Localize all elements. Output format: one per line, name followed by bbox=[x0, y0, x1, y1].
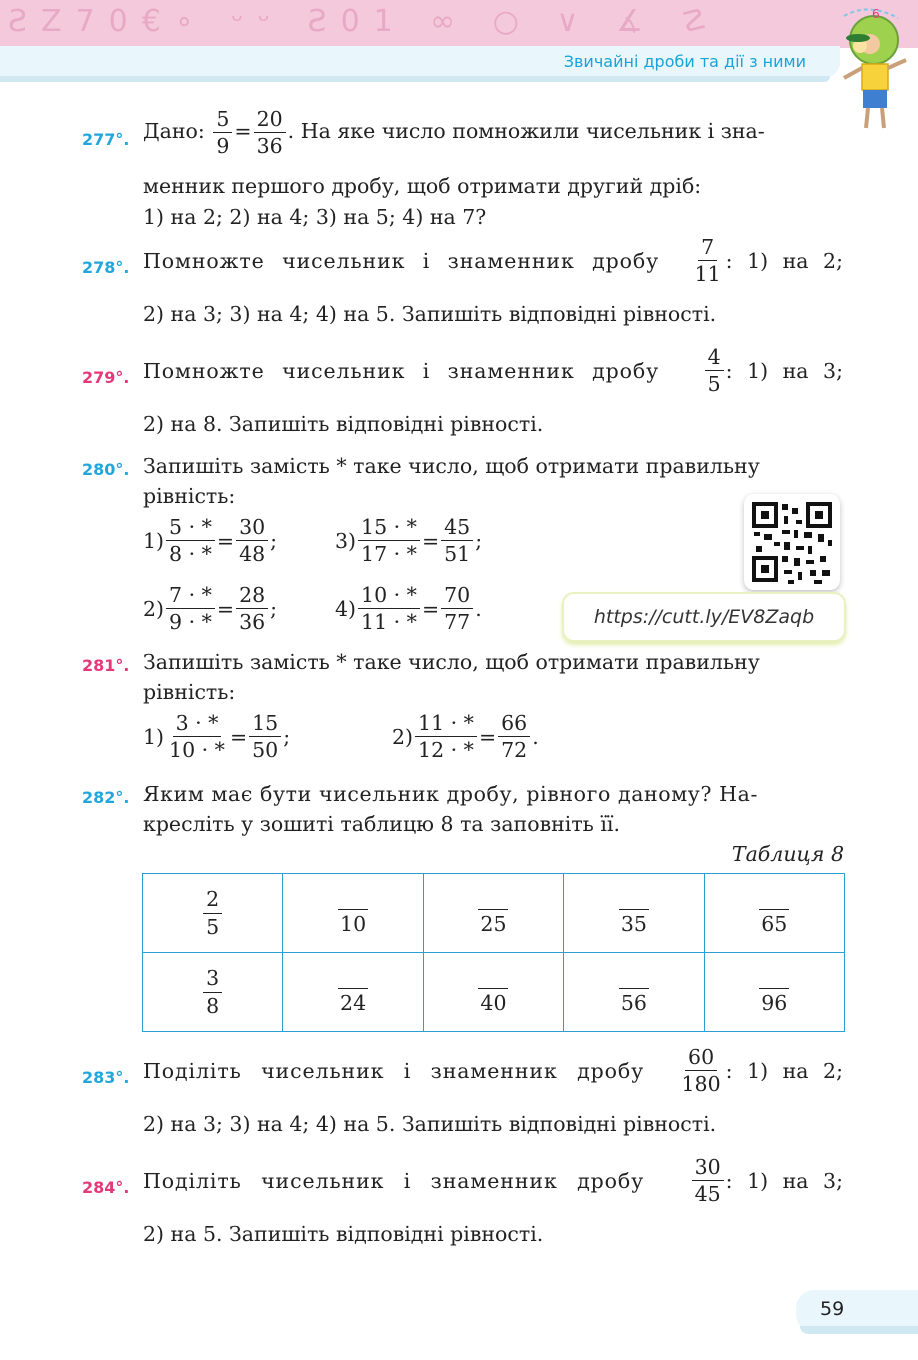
header-strip-shadow bbox=[0, 76, 830, 82]
resource-link[interactable]: https://cutt.ly/EV8Zaqb bbox=[562, 592, 846, 642]
fraction: $\frac{7 \cdot *}{9 \cdot *}$ bbox=[166, 584, 215, 633]
mascot-boy-illustration bbox=[828, 2, 914, 132]
fraction: $\frac{60}{180}$ bbox=[681, 1045, 721, 1097]
task-284-text1: Поділіть чисельник і знаменник дробу bbox=[143, 1168, 645, 1193]
fraction: $\frac{5}{9}$ bbox=[213, 108, 232, 157]
fraction: $\frac{20}{36}$ bbox=[254, 108, 286, 157]
task-281-item-1: 1) $\frac{3 \cdot *}{10 \cdot *}$ = $\frac{15}{50}$ ; bbox=[143, 711, 291, 763]
table-8 bbox=[142, 873, 845, 1032]
table-caption: Таблиця 8 bbox=[731, 842, 844, 866]
fraction: $\frac{5 \cdot *}{8 \cdot *}$ bbox=[166, 516, 215, 565]
task-277-text1: . На яке число помножили чисельник і зна- bbox=[287, 119, 765, 144]
equals-sign: = bbox=[234, 119, 252, 144]
task-278-line2: 2) на 3; 3) на 4; 4) на 5. Запишіть відповідні рівності. bbox=[143, 302, 717, 326]
table-cell bbox=[283, 953, 423, 1032]
task-number-280: 280°. bbox=[82, 460, 130, 479]
fraction: $\frac{7}{11}$ bbox=[694, 235, 721, 287]
table-cell bbox=[423, 953, 563, 1032]
blank-fraction: 65 bbox=[759, 895, 789, 936]
task-number-281: 281°. bbox=[82, 656, 130, 675]
fraction: $\frac{3}{8}$ bbox=[203, 967, 222, 1016]
header-decor-band bbox=[0, 0, 918, 48]
blank-fraction: 56 bbox=[619, 974, 649, 1015]
task-277-line3: 1) на 2; 2) на 4; 3) на 5; 4) на 7? bbox=[143, 205, 487, 229]
task-281-item-2: 2) $\frac{11 \cdot *}{12 \cdot *}$ = $\frac{66}{72}$ . bbox=[392, 711, 539, 763]
fraction: $\frac{45}{51}$ bbox=[441, 516, 473, 565]
task-number-277: 277°. bbox=[82, 130, 130, 149]
fraction: $\frac{28}{36}$ bbox=[236, 584, 268, 633]
section-title: Звичайні дроби та дії з ними bbox=[563, 52, 806, 71]
fraction: $\frac{30}{48}$ bbox=[236, 516, 268, 565]
page-number-tab-shadow bbox=[800, 1326, 918, 1334]
blank-fraction: 96 bbox=[759, 974, 789, 1015]
task-279-text1: Помножте чисельник і знаменник дробу bbox=[143, 358, 660, 383]
task-278-text1: Помножте чисельник і знаменник дробу bbox=[143, 248, 660, 273]
qr-code-icon bbox=[744, 494, 840, 590]
task-284-line1: Поділіть чисельник і знаменник дробу $\frac{30}{45}$ : 1) на 3; bbox=[143, 1155, 843, 1207]
task-277-line2: менник першого дробу, щоб отримати другий дріб: bbox=[143, 174, 702, 198]
table-cell bbox=[704, 874, 844, 953]
task-280-item-1: 1) $\frac{5 \cdot *}{8 \cdot *}$ = $\frac{30}{48}$ ; bbox=[143, 515, 278, 567]
fraction: $\frac{3 \cdot *}{10 \cdot *}$ bbox=[169, 711, 225, 763]
table-row bbox=[143, 953, 845, 1032]
task-284-line2: 2) на 5. Запишіть відповідні рівності. bbox=[143, 1222, 544, 1246]
mascot-badge: 6 bbox=[872, 7, 880, 21]
task-280-line2: рівність: bbox=[143, 484, 236, 508]
task-number-282: 282°. bbox=[82, 788, 130, 807]
task-number-278: 278°. bbox=[82, 258, 130, 277]
table-cell bbox=[143, 874, 283, 953]
task-282-line2: кресліть у зошиті таблицю 8 та заповніть її. bbox=[143, 812, 620, 836]
blank-fraction: 25 bbox=[478, 895, 508, 936]
task-283-text1: Поділіть чисельник і знаменник дробу bbox=[143, 1058, 645, 1083]
table-cell bbox=[564, 874, 704, 953]
task-279-line1: Помножте чисельник і знаменник дробу $\frac{4}{5}$ : 1) на 3; bbox=[143, 345, 843, 397]
task-281-line1: Запишіть замість * таке число, щоб отримати правильну bbox=[143, 650, 760, 674]
task-number-284: 284°. bbox=[82, 1178, 130, 1197]
table-cell bbox=[564, 953, 704, 1032]
fraction: $\frac{4}{5}$ bbox=[705, 346, 724, 395]
task-number-279: 279°. bbox=[82, 368, 130, 387]
task-283-line2: 2) на 3; 3) на 4; 4) на 5. Запишіть відповідні рівності. bbox=[143, 1112, 717, 1136]
fraction: $\frac{66}{72}$ bbox=[498, 712, 530, 761]
fraction: $\frac{11 \cdot *}{12 \cdot *}$ bbox=[415, 712, 477, 761]
fraction: $\frac{15 \cdot *}{17 \cdot *}$ bbox=[358, 516, 420, 565]
qr-code[interactable] bbox=[744, 494, 840, 590]
task-280-item-2: 2) $\frac{7 \cdot *}{9 \cdot *}$ = $\frac{28}{36}$ ; bbox=[143, 583, 278, 635]
task-280-line1: Запишіть замість * таке число, щоб отримати правильну bbox=[143, 454, 760, 478]
task-280-item-3: 3) $\frac{15 \cdot *}{17 \cdot *}$ = $\frac{45}{51}$ ; bbox=[335, 515, 483, 567]
blank-fraction: 24 bbox=[338, 974, 368, 1015]
header-decor-glyphs: ƧΖ70€∘ ᵕᵕ Ƨ01 ∞ ○ ∨ ∡ ☡ bbox=[8, 4, 722, 39]
task-277-line1 bbox=[143, 108, 765, 157]
task-278-line1: Помножте чисельник і знаменник дробу $\frac{7}{11}$ : 1) на 2; bbox=[143, 235, 843, 287]
task-number-283: 283°. bbox=[82, 1068, 130, 1087]
blank-fraction: 10 bbox=[338, 895, 368, 936]
task-280-item-4: 4) $\frac{10 \cdot *}{11 \cdot *}$ = $\frac{70}{77}$ . bbox=[335, 583, 482, 635]
task-281-line2: рівність: bbox=[143, 680, 236, 704]
table-cell bbox=[143, 953, 283, 1032]
fraction: $\frac{15}{50}$ bbox=[249, 712, 281, 761]
page-number: 59 bbox=[820, 1298, 845, 1320]
table-row bbox=[143, 874, 845, 953]
task-282-line1: Яким має бути чисельник дробу, рівного даному? На- bbox=[143, 782, 758, 806]
fraction: $\frac{2}{5}$ bbox=[203, 888, 222, 937]
task-279-line2: 2) на 8. Запишіть відповідні рівності. bbox=[143, 412, 544, 436]
table-cell bbox=[283, 874, 423, 953]
task-277-lead: Дано: bbox=[143, 119, 205, 144]
task-283-line1: Поділіть чисельник і знаменник дробу $\frac{60}{180}$ : 1) на 2; bbox=[143, 1045, 843, 1097]
fraction: $\frac{70}{77}$ bbox=[441, 584, 473, 633]
fraction: $\frac{30}{45}$ bbox=[692, 1156, 724, 1205]
table-cell bbox=[704, 953, 844, 1032]
table-cell bbox=[423, 874, 563, 953]
blank-fraction: 35 bbox=[619, 895, 649, 936]
blank-fraction: 40 bbox=[478, 974, 508, 1015]
fraction: $\frac{10 \cdot *}{11 \cdot *}$ bbox=[358, 584, 420, 633]
